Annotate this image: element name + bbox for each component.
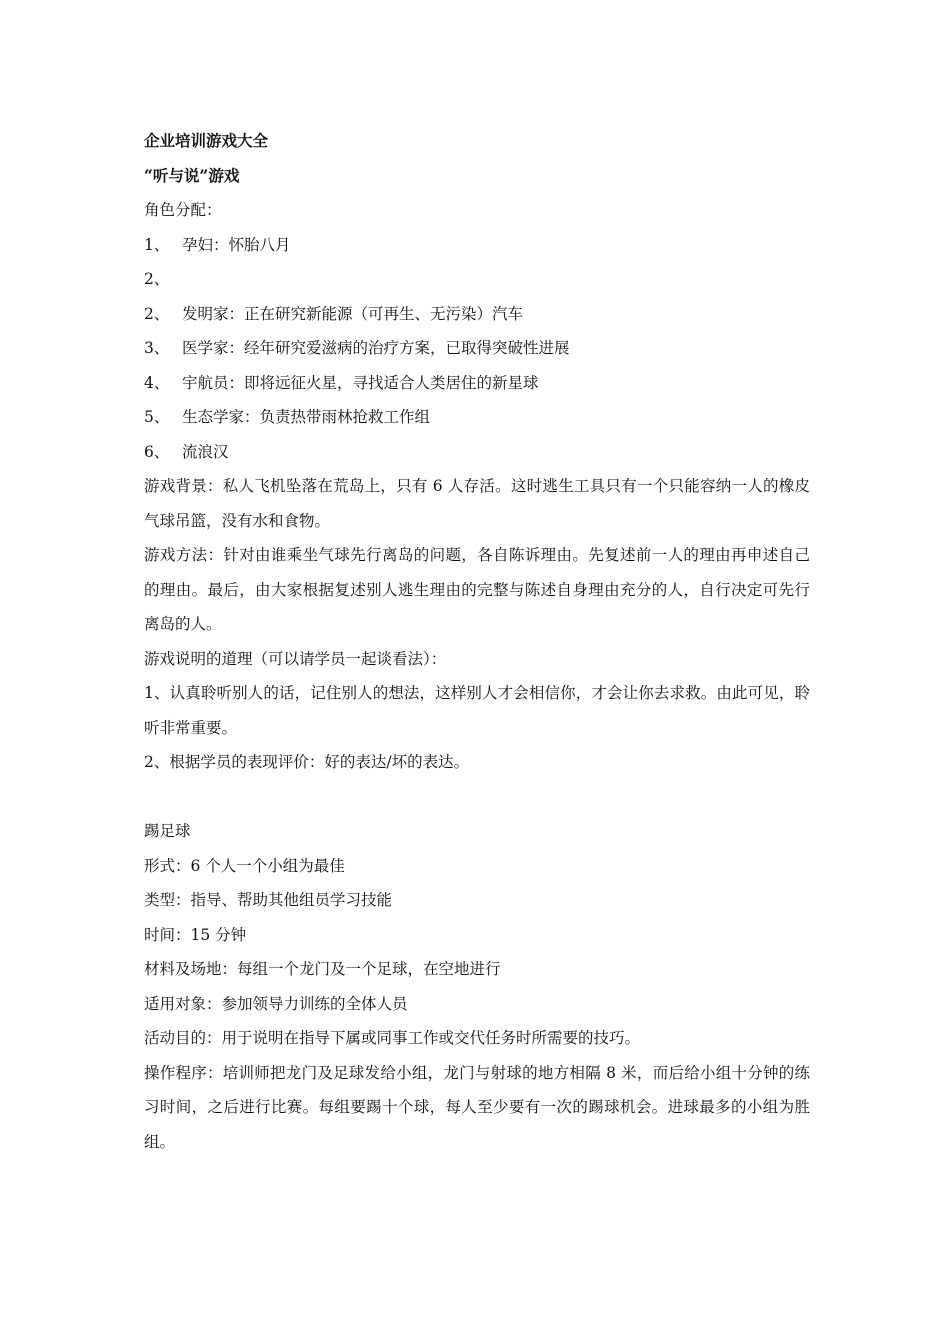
- role-text: 生态学家：负责热带雨林抢救工作组: [182, 408, 431, 426]
- role-text: 发明家：正在研究新能源（可再生、无污染）汽车: [182, 304, 524, 323]
- role-number: 2、: [144, 304, 170, 323]
- game-title-football: 踢足球: [144, 822, 191, 840]
- roles-heading: 角色分配：: [144, 201, 222, 219]
- role-number: 5、: [144, 408, 170, 426]
- lesson-item: 1、认真聆听别人的话，记住别人的想法，这样别人才会相信你，才会让你去求救。由此可见，聆听非常重要。: [144, 684, 810, 737]
- game-time: 时间：15 分钟: [144, 925, 247, 944]
- role-text: 孕妇：怀胎八月: [182, 235, 291, 254]
- game-procedure-paragraph: 操作程序：培训师把龙门及足球发给小组，龙门与射球的地方相隔 8 米，而后给小组十分钟的练习时间，之后进行比赛。每组要踢十个球，每人至少要有一次的踢球机会。进球最多的小组为胜组。: [144, 1063, 810, 1151]
- game-background-paragraph: 游戏背景：私人飞机坠落在荒岛上，只有 6 人存活。这时逃生工具只有一个只能容纳一人的橡皮气球吊篮，没有水和食物。: [144, 477, 810, 530]
- game-type: 类型：指导、帮助其他组员学习技能: [144, 891, 393, 909]
- role-number: 2、: [144, 270, 170, 288]
- role-text: 流浪汉: [182, 442, 229, 461]
- role-text: 宇航员：即将远征火星，寻找适合人类居住的新星球: [182, 373, 539, 392]
- role-number: 6、: [144, 442, 170, 461]
- document-title: 企业培训游戏大全: [144, 131, 269, 150]
- role-item: [144, 366, 810, 401]
- game-method-paragraph: 游戏方法：针对由谁乘坐气球先行离岛的问题，各自陈诉理由。先复述前一人的理由再申述自己的理由。最后，由大家根据复述别人逃生理由的完整与陈述自身理由充分的人，自行决定可先行离岛的人。: [144, 546, 810, 633]
- section-spacer: [144, 780, 810, 815]
- role-item: [144, 400, 810, 435]
- game-audience: 适用对象：参加领导力训练的全体人员: [144, 994, 408, 1013]
- role-item: [144, 435, 810, 470]
- game-purpose: 活动目的：用于说明在指导下属或同事工作或交代任务时所需要的技巧。: [144, 1029, 641, 1047]
- game-title-listen-speak: “听与说”游戏: [144, 165, 240, 185]
- role-text: 医学家：经年研究爱滋病的治疗方案，已取得突破性进展: [182, 339, 570, 357]
- role-item: [144, 297, 810, 332]
- lesson-item: 2、根据学员的表现评价：好的表达/坏的表达。: [144, 753, 470, 771]
- role-number: 3、: [144, 339, 170, 357]
- lesson-heading: 游戏说明的道理（可以请学员一起谈看法）：: [144, 649, 447, 668]
- role-item: [144, 228, 810, 263]
- document-page: [144, 124, 810, 1159]
- role-number: 1、: [144, 235, 170, 254]
- role-item: [144, 262, 810, 297]
- game-materials: 材料及场地：每组一个龙门及一个足球，在空地进行: [144, 960, 501, 978]
- role-number: 4、: [144, 373, 170, 392]
- role-item: [144, 331, 810, 366]
- game-form: 形式：6 个人一个小组为最佳: [144, 856, 345, 875]
